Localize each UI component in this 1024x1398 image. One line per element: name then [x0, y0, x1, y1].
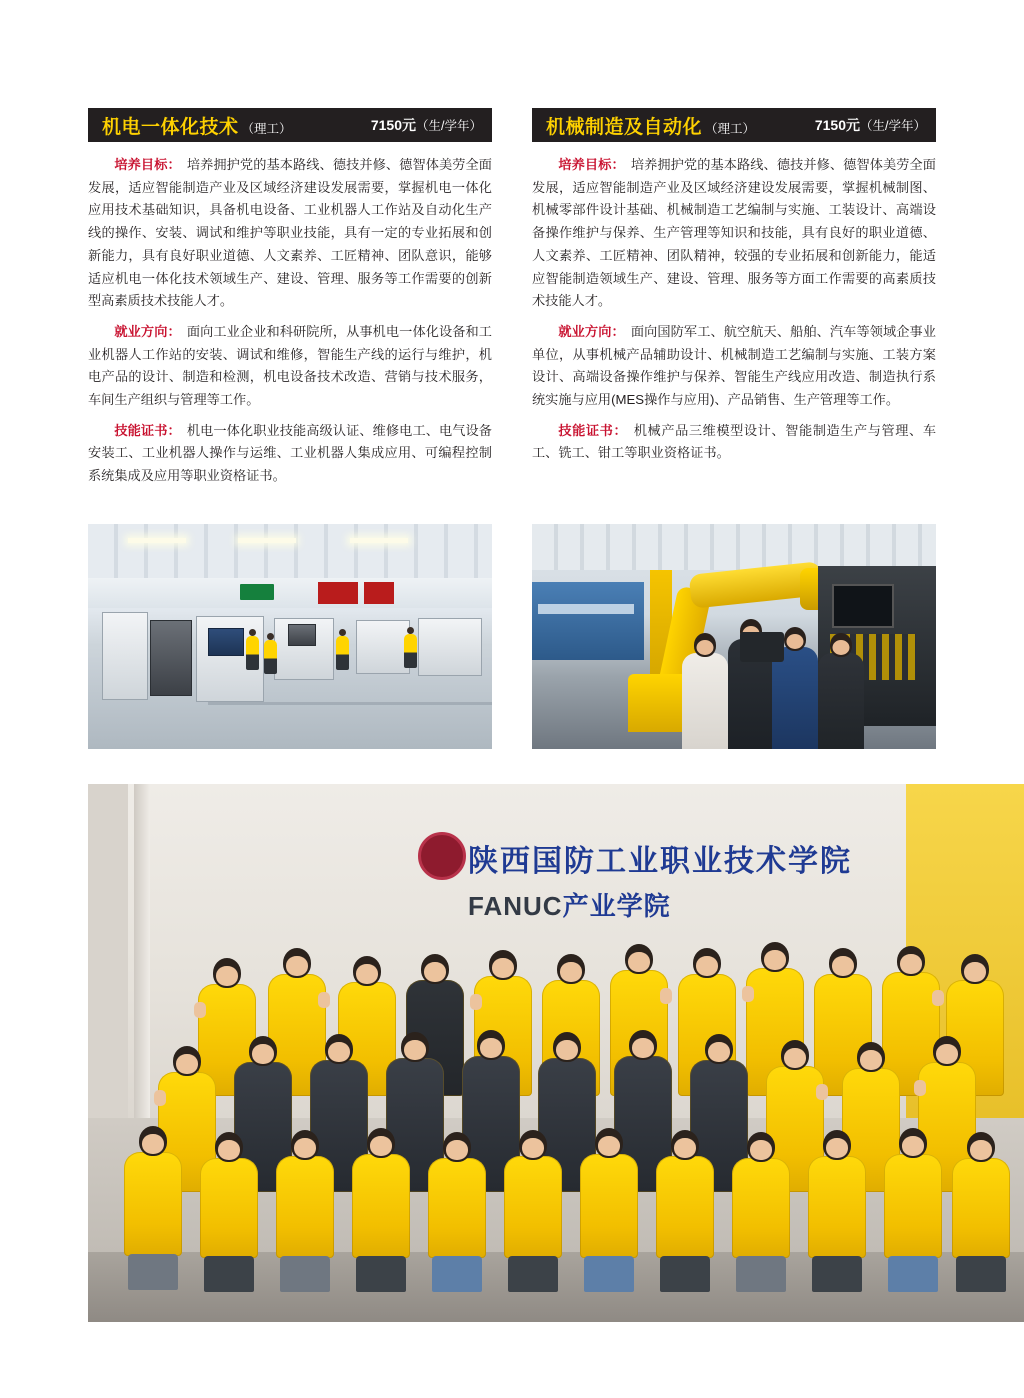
red-banner [318, 582, 358, 604]
ceiling-light [350, 538, 408, 543]
program-fee-unit: （生/学年） [860, 119, 926, 133]
section-label-certificates: 技能证书： [558, 422, 628, 438]
machine-screen [208, 628, 244, 656]
banner-fanuc-text: FANUC [468, 891, 563, 921]
person [504, 1156, 562, 1258]
person [732, 1158, 790, 1258]
machine-screen [832, 584, 894, 628]
machine-screen [288, 624, 316, 646]
tablet-device [740, 632, 784, 662]
student-worker [404, 634, 417, 668]
program-section-certificates [88, 420, 492, 488]
program-fee-amount: 7150元 [814, 117, 861, 133]
ceiling-light [128, 538, 186, 543]
person [808, 1156, 866, 1258]
person [952, 1158, 1010, 1258]
blue-cabinet [532, 582, 644, 660]
red-banner [364, 582, 394, 604]
program-category: （理工） [705, 121, 756, 136]
banner-college-name: 陕西国防工业职业技术学院 [468, 845, 852, 878]
person [124, 1152, 182, 1256]
cnc-machine [150, 620, 192, 696]
section-label-goal: 培养目标： [558, 157, 625, 172]
section-label-goal: 培养目标： [114, 157, 181, 172]
mechatronics-workshop-photo [88, 524, 492, 749]
section-text-goal: 培养拥护党的基本路线、德技并修、德智体美劳全面发展，适应智能制造产业及区域经济建设发展需要，掌握机械制图、机械零部件设计基础、机械制造工艺编制与实施、工装设计、高端设备操作维护与保养、生产管理等知识和技能，具有良好的职业道德、人文素养、工匠精神、团队精神，较强的专业拓展和创新能力，能适应智能制造领域生产、建设、管理、服务等方面工作需要的高素质技术技能人才。 [532, 157, 936, 309]
cnc-machine [102, 612, 148, 700]
section-text-certificates: 机电一体化职业技能高级认证、维修电工、电气设备安装工、工业机器人操作与运维、工业机器人集成应用、可编程控制系统集成及应用等职业资格证书。 [88, 422, 492, 484]
program-section-goal [532, 154, 936, 313]
person [428, 1158, 486, 1258]
group-crowd [88, 784, 1024, 1322]
workshop-wall [88, 578, 492, 608]
program-body [88, 142, 492, 488]
program-fee-unit: （生/学年） [416, 119, 482, 133]
programs-columns [88, 108, 936, 496]
program-card-manufacturing [532, 108, 936, 496]
section-text-employment: 面向国防军工、航空航天、船舶、汽车等领域企事业单位，从事机械产品辅助设计、机械制造工艺编制与实施、工装方案设计、高端设备操作维护与保养、智能生产线应用改造、制造执行系统实施与应用(MES操作与应用)、产品销售、生产管理等工作。 [532, 323, 936, 408]
program-title-group [546, 112, 755, 139]
program-fee-amount: 7150元 [370, 117, 417, 133]
section-text-certificates: 机械产品三维模型设计、智能制造生产与管理、车工、铣工、钳工等职业资格证书。 [532, 422, 937, 461]
program-section-employment [88, 321, 492, 412]
student [682, 653, 728, 749]
person [200, 1158, 258, 1258]
workshop-ceiling [88, 524, 492, 580]
workshop-ceiling [532, 524, 936, 570]
student [818, 653, 864, 749]
fanuc-industry-college-group-photo [88, 784, 1024, 1322]
program-card-mechatronics [88, 108, 492, 496]
program-title: 机械制造及自动化 [546, 116, 703, 138]
student [772, 647, 818, 749]
section-label-certificates: 技能证书： [114, 422, 181, 438]
program-body [532, 142, 936, 465]
program-header-bar [88, 108, 492, 142]
program-fee [815, 115, 926, 135]
person [656, 1156, 714, 1258]
cnc-machine [356, 620, 410, 674]
student-worker [336, 636, 349, 670]
program-title-group [102, 112, 292, 139]
student-worker [264, 640, 277, 674]
program-header-bar [532, 108, 936, 142]
section-label-employment: 就业方向： [114, 323, 181, 339]
program-fee [371, 115, 482, 135]
section-text-employment: 面向工业企业和科研院所，从事机电一体化设备和工业机器人工作站的安装、调试和维修，智能生产线的运行与维护，机电产品的设计、制造和检测，机电设备技术改造、营销与技术服务，车间生产组织与管理等工作。 [88, 323, 492, 408]
program-title: 机电一体化技术 [102, 116, 239, 138]
exit-sign [240, 584, 274, 600]
robot-arm-training-photo [532, 524, 936, 749]
person [884, 1154, 942, 1258]
person [580, 1154, 638, 1258]
ceiling-light [238, 538, 296, 543]
program-category: （理工） [241, 121, 292, 136]
section-text-goal: 培养拥护党的基本路线、德技并修、德智体美劳全面发展，适应智能制造产业及区域经济建设发展需要，掌握机电一体化应用技术基础知识，具备机电设备、工业机器人工作站及自动化生产线的操作、安装、调试和维护等职业技能，具有一定的专业拓展和创新能力，具有良好职业道德、人文素养、工匠精神、团队意识，能够适应机电一体化技术领域生产、建设、管理、服务等工作需要的创新型高素质技术技能人才。 [88, 157, 492, 309]
cnc-machine [418, 618, 482, 676]
program-section-employment [532, 321, 936, 412]
section-label-employment: 就业方向： [558, 323, 625, 339]
program-photos-row [88, 524, 936, 749]
program-section-certificates [532, 420, 936, 465]
person [352, 1154, 410, 1258]
person [276, 1156, 334, 1258]
floor-marking [208, 702, 492, 705]
student-worker [246, 636, 259, 670]
program-section-goal [88, 154, 492, 313]
banner-industry-college-text: 产业学院 [562, 891, 671, 921]
